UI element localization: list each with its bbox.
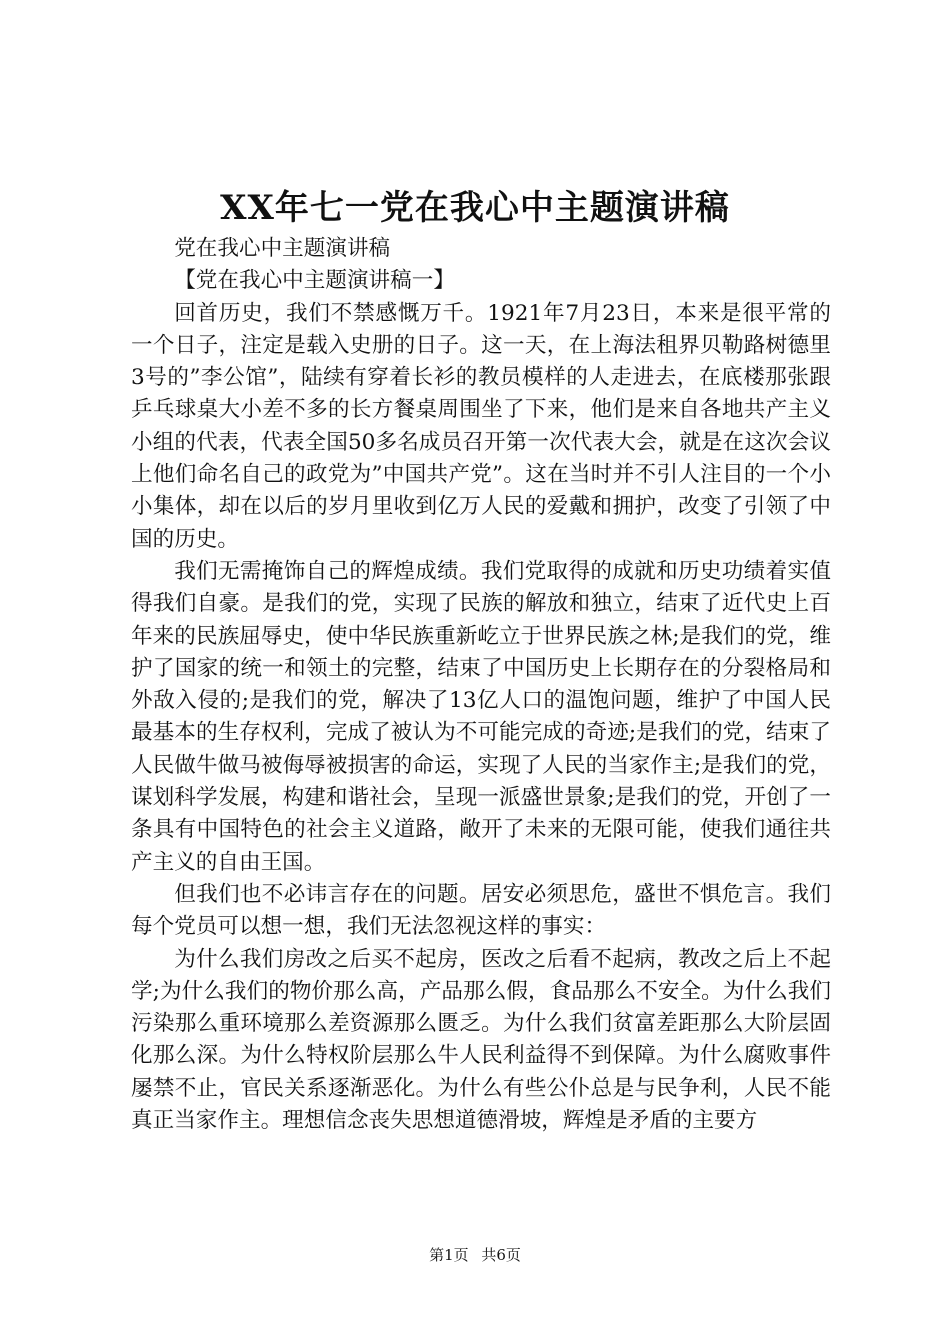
document-title: XX年七一党在我心中主题演讲稿 [220,188,730,228]
page-number: 第1页 [429,1246,469,1264]
document-body [131,233,831,1137]
page-total: 共6页 [481,1246,521,1264]
body-paragraph: 回首历史，我们不禁感慨万千。1921年7月23日，本来是很平常的一个日子，注定是载入史册的日子。这一天，在上海法租界贝勒路树德里3号的”李公馆”，陆续有穿着长衫的教员模样的人走进去，在底楼那张跟乒乓球桌大小差不多的长方餐桌周围坐了下来，他们是来自各地共产主义小组的代表，代表全国50多名成员召开第一次代表大会，就是在这次会议上他们命名自己的政党为”中国共产党”。这在当时并不引人注目的一个小小集体，却在以后的岁月里收到亿万人民的爱戴和拥护，改变了引领了中国的历史。 [131,300,831,552]
body-paragraph: 为什么我们房改之后买不起房，医改之后看不起病，教改之后上不起学;为什么我们的物价那么高，产品那么假，食品那么不安全。为什么我们污染那么重环境那么差资源那么匮乏。为什么我们贫富差距那么大阶层固化那么深。为什么特权阶层那么牛人民利益得不到保障。为什么腐败事件屡禁不止，官民关系逐渐恶化。为什么有些公仆总是与民争利，人民不能真正当家作主。理想信念丧失思想道德滑坡，辉煌是矛盾的主要方 [131,946,831,1134]
page-footer [0,1244,950,1266]
section-heading-paragraph: 【党在我心中主题演讲稿一】 [174,268,455,294]
body-paragraph: 但我们也不必讳言存在的问题。居安必须思危，盛世不惧危言。我们每个党员可以想一想，我们无法忽视这样的事实： [131,881,831,940]
subtitle-paragraph: 党在我心中主题演讲稿 [174,236,391,261]
body-paragraph: 我们无需掩饰自己的辉煌成绩。我们党取得的成就和历史功绩着实值得我们自豪。是我们的党，实现了民族的解放和独立，结束了近代史上百年来的民族屈辱史，使中华民族重新屹立于世界民族之林;是我们的党，维护了国家的统一和领土的完整，结束了中国历史上长期存在的分裂格局和外敌入侵的;是我们的党，解决了13亿人口的温饱问题，维护了中国人民最基本的生存权利，完成了被认为不可能完成的奇迹;是我们的党，结束了人民做牛做马被侮辱被损害的命运，实现了人民的当家作主;是我们的党，谋划科学发展，构建和谐社会，呈现一派盛世景象;是我们的党，开创了一条具有中国特色的社会主义道路，敞开了未来的无限可能，使我们通往共产主义的自由王国。 [131,558,831,875]
